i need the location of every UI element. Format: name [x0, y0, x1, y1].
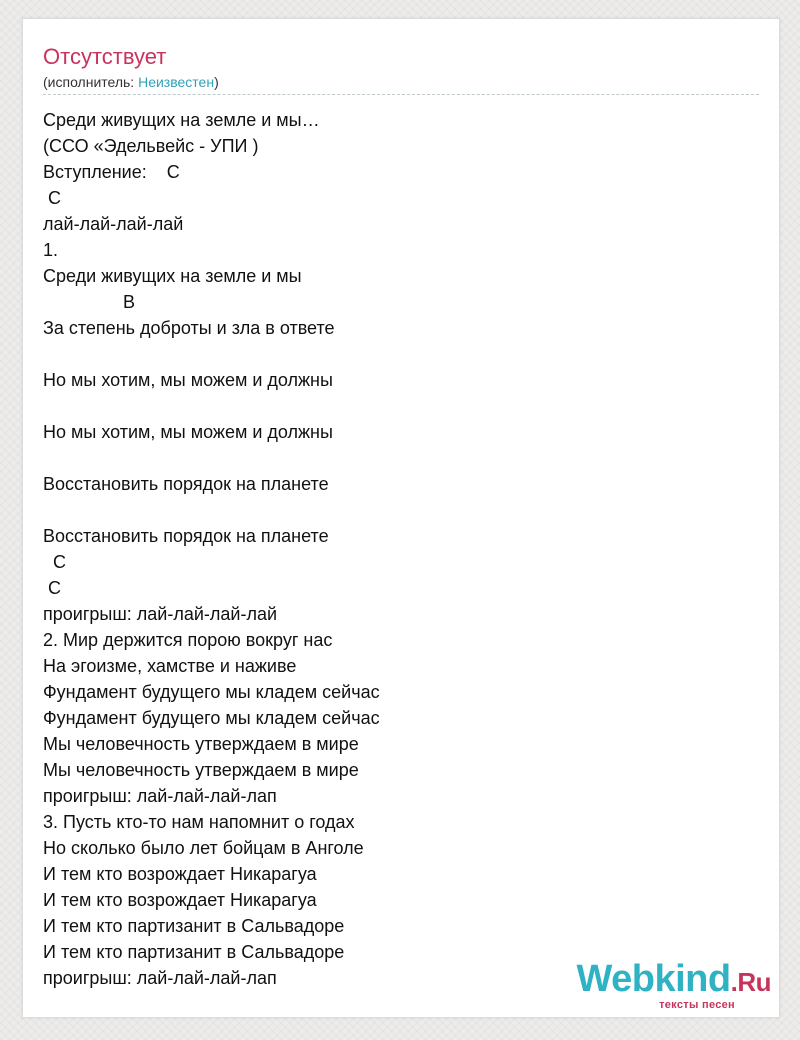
lyric-line: За степень доброты и зла в ответе: [43, 318, 335, 338]
lyric-line: Мы человечность утверждаем в мире: [43, 734, 359, 754]
lyric-line: 1.: [43, 240, 59, 260]
lyric-line: Фундамент будущего мы кладем сейчас: [43, 682, 380, 702]
lyric-line: Восстановить порядок на планете: [43, 526, 329, 546]
logo-tld: .Ru: [730, 967, 771, 997]
lyric-line: лай-лай-лай-лай: [43, 214, 184, 234]
logo-brand-text: Webkind: [576, 958, 731, 1000]
lyric-line: (ССО «Эдельвейс - УПИ ): [43, 136, 259, 156]
lyric-line: И тем кто партизанит в Сальвадоре: [43, 942, 345, 962]
lyric-line: Фундамент будущего мы кладем сейчас: [43, 708, 380, 728]
lyric-line: [43, 445, 759, 471]
artist-suffix: ): [214, 74, 219, 90]
logo-brand: [576, 960, 771, 1001]
lyric-line: На эгоизме, хамстве и наживе: [43, 656, 297, 676]
lyric-line: Вступление: C: [43, 162, 180, 182]
artist-line: [43, 73, 219, 91]
lyric-line: И тем кто возрождает Никарагуа: [43, 864, 317, 884]
lyric-line: [43, 497, 759, 523]
lyric-line: Мы человечность утверждаем в мире: [43, 760, 359, 780]
artist-prefix: (исполнитель:: [43, 74, 139, 90]
song-title: Отсутствует: [43, 44, 167, 69]
lyric-line: И тем кто партизанит в Сальвадоре: [43, 916, 345, 936]
lyric-line: Но сколько было лет бойцам в Анголе: [43, 838, 364, 858]
lyric-line: C: [43, 578, 61, 598]
lyric-line: 2. Мир держится порою вокруг нас: [43, 630, 333, 650]
lyrics-card: [22, 18, 780, 1018]
lyric-line: Но мы хотим, мы можем и должны: [43, 370, 333, 390]
artist-link[interactable]: Неизвестен: [138, 74, 215, 90]
lyric-line: Среди живущих на земле и мы…: [43, 110, 320, 130]
lyric-line: И тем кто возрождает Никарагуа: [43, 890, 317, 910]
lyric-line: проигрыш: лай-лай-лай-лай: [43, 604, 278, 624]
lyric-line: [43, 341, 759, 367]
divider: [43, 94, 759, 95]
lyric-line: Восстановить порядок на планете: [43, 474, 329, 494]
lyric-line: 3. Пусть кто-то нам напомнит о годах: [43, 812, 355, 832]
lyric-line: Но мы хотим, мы можем и должны: [43, 422, 333, 442]
lyric-line: C: [43, 188, 61, 208]
lyric-line: проигрыш: лай-лай-лай-лап: [43, 786, 277, 806]
lyric-line: проигрыш: лай-лай-лай-лап: [43, 968, 277, 988]
lyric-line: B: [43, 292, 136, 312]
lyric-line: [43, 393, 759, 419]
logo-tagline: тексты песен: [659, 999, 735, 1011]
lyric-line: C: [43, 552, 67, 572]
site-logo[interactable]: [576, 960, 771, 1011]
lyrics-body: [43, 107, 759, 991]
lyric-line: Среди живущих на земле и мы: [43, 266, 302, 286]
